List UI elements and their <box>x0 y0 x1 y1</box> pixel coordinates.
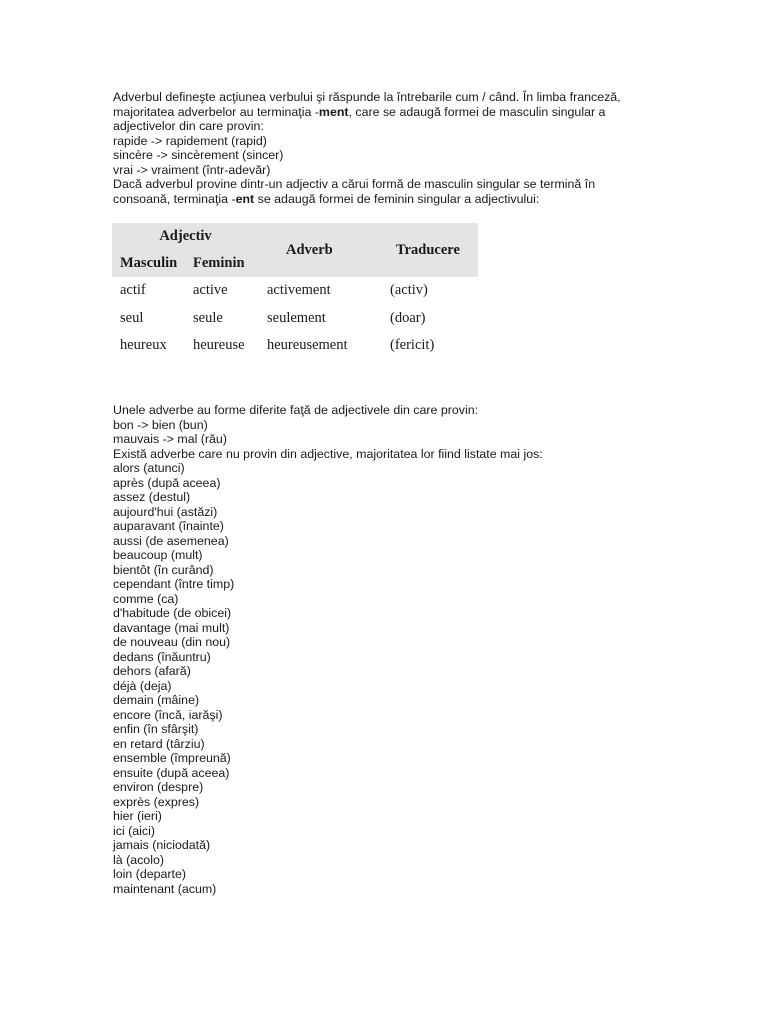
list-item: ensuite (după aceea) <box>113 765 230 780</box>
intro-paragraph <box>113 90 653 134</box>
list-item: assez (destul) <box>113 490 191 504</box>
consonant-text-b: se adaugă formei de feminin singular a adjectivului: <box>254 191 540 206</box>
list-item: là (acolo) <box>113 852 164 867</box>
list-item: aujourd'hui (astăzi) <box>113 504 218 519</box>
intro-section <box>113 90 653 206</box>
list-item: loin (departe) <box>113 867 187 881</box>
cell-feminin: heureuse <box>193 337 245 354</box>
non-derived-intro: Există adverbe care nu provin din adjective, majoritatea lor fiind listate mai jos: <box>113 446 543 461</box>
list-item: exprès (expres) <box>113 794 200 809</box>
list-item: en retard (târziu) <box>113 736 205 751</box>
header-adjectiv: Adjectiv <box>112 223 259 250</box>
intro-text-b: , care se adaugă formei de masculin singular a adjectivelor din care provin: <box>113 104 606 133</box>
table-header-row <box>112 223 478 250</box>
cell-traducere: (fericit) <box>390 337 435 354</box>
cell-masculin: actif <box>120 282 146 299</box>
list-item: déjà (deja) <box>113 678 172 693</box>
table-row <box>112 277 478 305</box>
cell-feminin: seule <box>193 309 223 326</box>
adverb-list <box>113 461 653 896</box>
header-feminin: Feminin <box>185 250 259 277</box>
example-line: vrai -> vraiment (într-adevăr) <box>113 162 271 177</box>
list-item: comme (ca) <box>113 591 179 606</box>
list-item: d'habitude (de obicei) <box>113 606 232 620</box>
cell-adverb: seulement <box>267 309 326 326</box>
intro-bold-suffix: ment <box>318 104 349 119</box>
list-item: encore (încă, iarăşi) <box>113 707 223 722</box>
cell-traducere: (doar) <box>390 309 426 326</box>
consonant-text-a: Dacă adverbul provine dintr-un adjectiv a cărui formă de masculin singular se termină în consoană, terminaţia - <box>113 177 596 206</box>
cell-traducere: (activ) <box>390 282 428 299</box>
irregular-intro: Unele adverbe au forme diferite faţă de adjectivele din care provin: <box>113 403 479 417</box>
consonant-bold-suffix: ent <box>235 191 255 206</box>
list-item: aussi (de asemenea) <box>113 533 229 548</box>
list-item: demain (mâine) <box>113 693 200 707</box>
list-item: dehors (afară) <box>113 664 191 678</box>
header-traducere: Traducere <box>382 223 478 277</box>
table-row <box>112 332 478 360</box>
list-item: dedans (înăuntru) <box>113 649 211 664</box>
list-item: enfin (în sfârşit) <box>113 722 199 736</box>
cell-masculin: heureux <box>120 337 167 354</box>
intro-text-a: Adverbul defineşte acţiunea verbului şi răspunde la întrebarile cum / când. În limba franceză, majoritatea adverbelor au terminaţia - <box>113 90 621 119</box>
cell-masculin: seul <box>120 309 144 326</box>
example-line: rapide -> rapidement (rapid) <box>113 133 267 148</box>
list-item: cependant (între timp) <box>113 577 235 591</box>
consonant-paragraph <box>113 177 653 206</box>
cell-feminin: active <box>193 282 228 299</box>
list-item: ici (aici) <box>113 823 155 838</box>
list-item: alors (atunci) <box>113 461 185 475</box>
list-item: de nouveau (din nou) <box>113 635 231 649</box>
header-masculin: Masculin <box>112 250 185 277</box>
list-item: jamais (niciodată) <box>113 838 211 852</box>
list-item: maintenant (acum) <box>113 881 217 896</box>
irregular-line: bon -> bien (bun) <box>113 417 208 432</box>
irregular-line: mauvais -> mal (rău) <box>113 432 227 446</box>
cell-adverb: activement <box>267 282 331 299</box>
lower-section <box>113 403 653 896</box>
table-row <box>112 305 478 333</box>
list-item: bientôt (în curând) <box>113 562 214 577</box>
header-adverb: Adverb <box>259 223 382 277</box>
adverb-table <box>112 223 478 360</box>
list-item: environ (despre) <box>113 780 204 794</box>
list-item: auparavant (înainte) <box>113 519 224 533</box>
example-line: sincère -> sincèrement (sincer) <box>113 148 284 162</box>
cell-adverb: heureusement <box>267 337 348 354</box>
list-item: après (după aceea) <box>113 475 221 490</box>
list-item: hier (ieri) <box>113 809 162 823</box>
list-item: ensemble (împreună) <box>113 751 231 765</box>
list-item: davantage (mai mult) <box>113 620 230 635</box>
list-item: beaucoup (mult) <box>113 548 203 562</box>
